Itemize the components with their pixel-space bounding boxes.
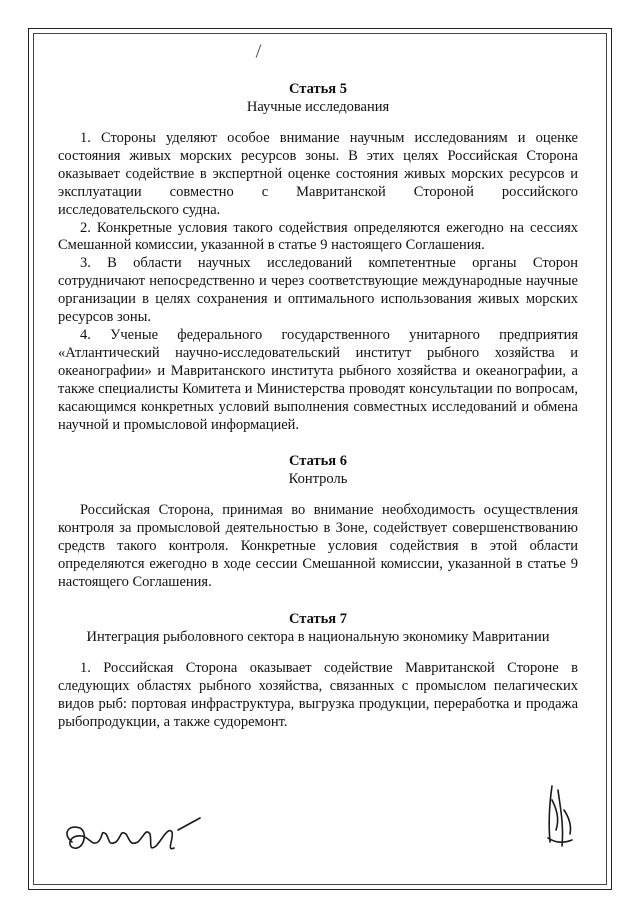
article-7 xyxy=(58,610,578,732)
article-5-title: Статья 5 xyxy=(289,81,347,97)
signature-right xyxy=(540,780,580,855)
article-5-paragraph: 4. Ученые федерального государственного унитарного предприятия «Атлантический научно-исследовательский институт рыбного хозяйства и океанографии» и Мавританского института рыбного хозяйства и океанографии, а также специалисты Комитета и Министерства проводят консультации по вопросам, касающимся конкретных условий выполнения совместных исследований и обмена научной и промысловой информацией. xyxy=(58,326,578,433)
article-5-subtitle: Научные исследования xyxy=(246,99,390,115)
article-5-paragraph: 1. Стороны уделяют особое внимание научным исследованиям и оценке состояния живых морских ресурсов зоны. В этих целях Российская Сторона оказывает содействие в экспертной оценке состояния живых морских ресурсов и эксплуатации совместно с Мавританской Стороной российского исследовательского судна. xyxy=(58,130,578,218)
article-6 xyxy=(58,452,578,592)
article-5-paragraph: 3. В области научных исследований компетентные органы Сторон сотрудничают непосредственно и через соответствующие международные научные организации в целях сохранения и оптимального использования живых морских ресурсов зоны. xyxy=(58,255,578,326)
article-6-title: Статья 6 xyxy=(289,453,347,470)
article-7-title: Статья 7 xyxy=(289,610,347,627)
article-5 xyxy=(58,80,578,434)
document-body xyxy=(58,80,578,732)
article-7-subtitle: Интеграция рыболовного сектора в национальную экономику Мавритании xyxy=(86,628,550,645)
signature-left xyxy=(60,812,210,862)
article-7-paragraph: 1. Российская Сторона оказывает содействие Мавританской Стороне в следующих областях рыбного хозяйства, связанных с промыслом пелагических видов рыб: портовая инфраструктура, выгрузка продукции, переработка и продажа рыбопродукции, а также судоремонт. xyxy=(58,659,578,730)
article-6-subtitle: Контроль xyxy=(288,471,348,488)
article-6-paragraph: Российская Сторона, принимая во внимание необходимость осуществления контроля за промысловой деятельностью в Зоне, содействует совершенствованию средств такого контроля. Конкретные условия содействия в этой области определяются ежегодно в ходе сессии Смешанной комиссии, указанной в статье 9 настоящего Соглашения. xyxy=(58,502,578,591)
article-5-paragraph: 2. Конкретные условия такого содействия определяются ежегодно на сессиях Смешанной комиссии, указанной в статье 9 настоящего Соглашения. xyxy=(58,219,578,254)
